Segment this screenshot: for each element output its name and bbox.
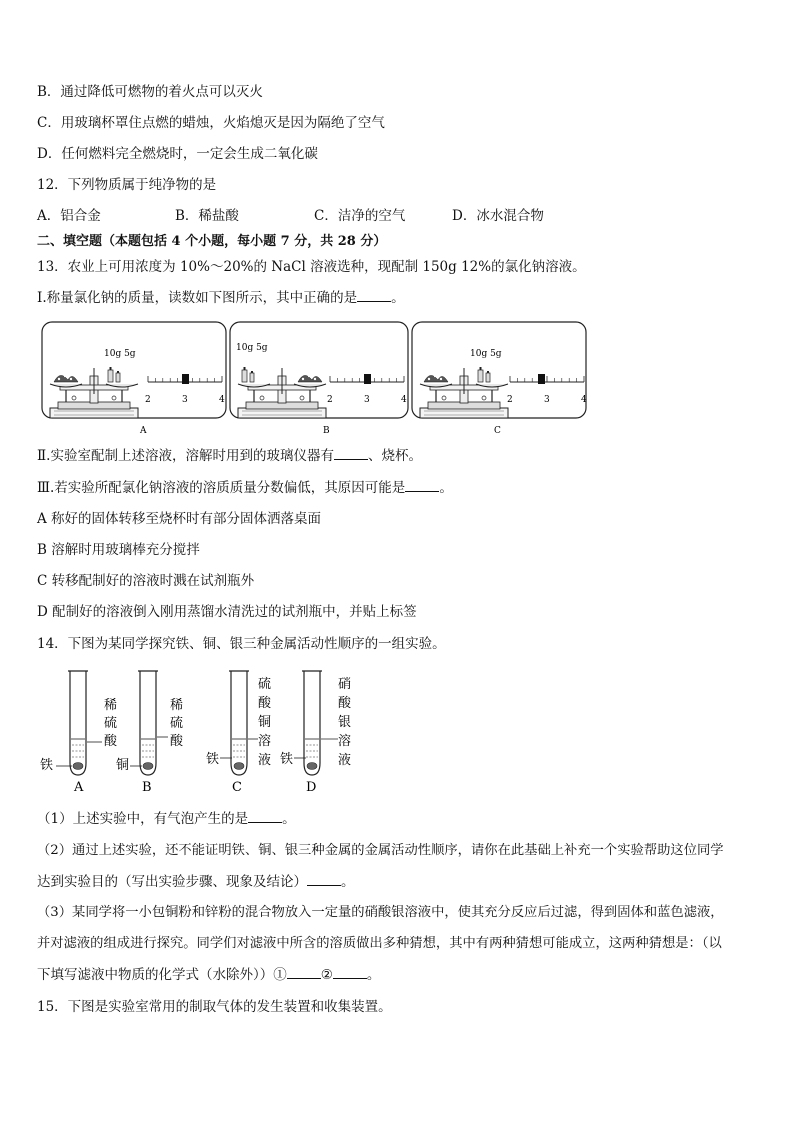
q13-option-a: A 称好的固体转移至烧杯时有部分固体洒落桌面 [37,511,322,527]
balance-c-tick-2: 2 [507,395,513,405]
balance-c-tick-3: 3 [544,395,550,405]
q13-part2-text: Ⅱ.实验室配制上述溶液，溶解时用到的玻璃仪器有 [37,448,334,464]
q13-part1 [37,289,405,307]
tube-d-solution-5: 液 [338,753,352,768]
answer-blank [357,289,391,302]
balance-c-rider [538,374,545,384]
q14-sub2-line2 [37,873,355,891]
tube-c-solution-3: 铜 [258,715,272,730]
tube-b-label: B [142,780,152,795]
q12-option-c: C．洁净的空气 [314,208,406,224]
tube-b-metal: 铜 [116,758,130,773]
q14-sub2-end: 。 [341,874,355,890]
test-tube-d [280,671,352,795]
q13-option-b: B 溶解时用玻璃棒充分搅拌 [37,542,200,558]
tube-a-label: A [74,780,84,795]
tube-a-metal: 铁 [40,758,54,773]
tube-b-solution-2: 硫 [170,716,184,731]
q14-sub2-line1: （2）通过上述实验，还不能证明铁、铜、银三种金属的金属活动性顺序，请你在此基础上补充一个实验帮助这位同学 [37,843,724,858]
tube-b-solution-1: 稀 [170,698,184,713]
q14-sub3-line2: 并对滤液的组成进行探究。同学们对滤液中所含的溶质做出多种猜想，其中有两种猜想可能成立，这两种猜想是：（以 [37,936,722,951]
q13-part3-end: 。 [439,480,453,496]
q13-part2-end: 、烧杯。 [367,448,422,464]
tube-c-solution-2: 酸 [258,696,272,711]
tube-d-metal: 铁 [280,752,294,767]
test-tube-b [116,671,184,795]
q14-sub1 [37,810,296,828]
q12-stem: 12．下列物质属于纯净物的是 [37,177,217,193]
q14-sub3-line3 [37,966,380,984]
q12-option-d: D．冰水混合物 [452,208,544,224]
tube-d-solution-3: 银 [338,715,352,730]
balance-b-label: B [323,426,330,436]
balance-b-weight-label: 10g 5g [236,343,268,353]
tube-a-solution-1: 稀 [104,698,118,713]
balance-a-label: A [140,426,147,436]
balance-b-tick-3: 3 [364,395,370,405]
answer-blank [334,447,368,460]
q14-sub3-line1: （3）某同学将一小包铜粉和锌粉的混合物放入一定量的硝酸银溶液中，使其充分反应后过滤，得到固体和蓝色滤液， [37,905,724,920]
answer-blank [248,810,282,823]
balance-panel-b [230,322,408,436]
answer-blank [287,966,321,979]
q13-part1-end: 。 [391,290,405,306]
test-tube-a [40,671,118,795]
q14-sub3-end: 。 [366,967,381,983]
q15-stem: 15．下图是实验室常用的制取气体的发生装置和收集装置。 [37,999,392,1015]
q13-part1-text: Ⅰ.称量氯化钠的质量，读数如下图所示，其中正确的是 [37,290,358,306]
tube-b-solution-3: 酸 [170,734,184,749]
balance-c-weight-label: 10g 5g [470,349,502,359]
tube-d-solution-1: 硝 [338,677,352,692]
q14-stem: 14．下图为某同学探究铁、铜、银三种金属活动性顺序的一组实验。 [37,636,446,652]
q14-sub3-text: 下填写滤液中物质的化学式（水除外））① [37,967,287,983]
q14-sub3-circle-2: ② [320,967,333,983]
balance-figure [40,320,590,442]
balance-b-tick-4: 4 [401,395,407,405]
tube-d-solution-2: 酸 [338,696,352,711]
balance-c-label: C [494,426,501,436]
q12-option-b: B．稀盐酸 [175,208,239,224]
q13-part2 [37,447,422,465]
tube-a-solution-2: 硫 [104,716,118,731]
answer-blank [333,966,367,979]
balance-a-weight-label: 10g 5g [104,349,136,359]
test-tube-figure [36,665,366,797]
tube-d-solution-4: 溶 [338,734,352,749]
tube-c-metal: 铁 [206,752,220,767]
q13-option-d: D 配制好的溶液倒入刚用蒸馏水清洗过的试剂瓶中，并贴上标签 [37,604,417,620]
balance-a-tick-4: 4 [219,395,225,405]
q14-sub1-text: （1）上述实验中，有气泡产生的是 [37,811,249,827]
q14-sub1-end: 。 [282,811,296,827]
q14-sub2-text: 达到实验目的（写出实验步骤、现象及结论） [37,874,307,890]
tube-d-label: D [306,780,317,795]
answer-blank [307,873,341,886]
balance-c-tick-4: 4 [581,395,587,405]
tube-c-solution-4: 溶 [258,734,272,749]
balance-b-tick-2: 2 [327,395,333,405]
q13-stem: 13．农业上可用浓度为 10%～20%的 NaCl 溶液选种，现配制 150g 12%的氯化钠溶液。 [37,259,586,275]
q11-option-b: B．通过降低可燃物的着火点可以灭火 [37,84,263,100]
tube-c-solution-5: 液 [258,753,272,768]
tube-c-solution-1: 硫 [258,677,272,692]
answer-blank [405,479,439,492]
balance-panel-a [42,322,226,436]
tube-c-label: C [232,780,242,795]
test-tube-c [206,671,272,795]
balance-a-rider [182,374,189,384]
balance-a-tick-2: 2 [145,395,151,405]
q11-option-c: C．用玻璃杯罩住点燃的蜡烛，火焰熄灭是因为隔绝了空气 [37,115,385,131]
balance-panel-c [412,322,587,436]
tube-a-solution-3: 酸 [104,734,118,749]
q11-option-d: D．任何燃料完全燃烧时，一定会生成二氧化碳 [37,146,318,162]
section-heading: 二、填空题（本题包括 4 个小题，每小题 7 分，共 28 分） [37,234,387,249]
q13-part3 [37,479,453,497]
q13-part3-text: Ⅲ.若实验所配氯化钠溶液的溶质质量分数偏低，其原因可能是 [37,480,406,496]
q13-option-c: C 转移配制好的溶液时溅在试剂瓶外 [37,573,255,589]
balance-a-tick-3: 3 [182,395,188,405]
q12-option-a: A．铝合金 [37,208,101,224]
balance-b-rider [364,374,371,384]
